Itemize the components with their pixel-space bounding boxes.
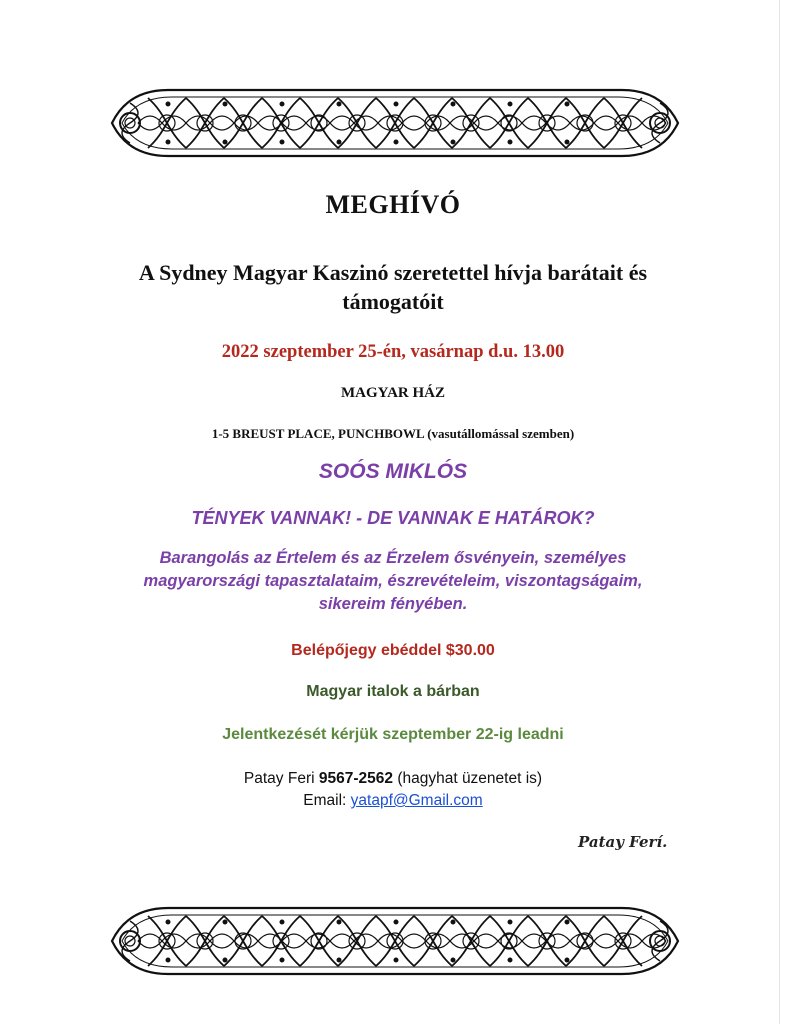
event-date: 2022 szeptember 25-én, vasárnap d.u. 13.00 xyxy=(221,342,565,362)
contact-block xyxy=(0,768,786,812)
ornament-bottom-graphic xyxy=(108,902,682,980)
description-line-3: sikereim fényében. xyxy=(318,595,468,613)
ticket-price: Belépőjegy ebéddel $30.00 xyxy=(291,642,495,659)
email-label: Email: xyxy=(303,792,347,809)
description-line-1: Barangolás az Értelem és az Érzelem ősvényein, személyes xyxy=(159,549,627,567)
ornament-border-top xyxy=(108,84,682,162)
talk-topic: TÉNYEK VANNAK! - DE VANNAK E HATÁROK? xyxy=(191,508,595,528)
talk-description xyxy=(0,547,786,616)
speaker-name: SOÓS MIKLÓS xyxy=(318,460,468,483)
intro-text xyxy=(0,258,786,316)
contact-email-line xyxy=(0,790,786,812)
registration-deadline: Jelentkezését kérjük szeptember 22-ig leadni xyxy=(222,726,564,743)
intro-line-2: támogatóit xyxy=(342,289,444,314)
contact-phone-note: (hagyhat üzenetet is) xyxy=(397,770,543,787)
contact-phone: 9567-2562 xyxy=(318,770,393,787)
drinks-note: Magyar italok a bárban xyxy=(306,683,480,700)
intro-line-1: A Sydney Magyar Kaszinó szeretettel hívja barátait és xyxy=(138,260,648,285)
venue-address: 1-5 BREUST PLACE, PUNCHBOWL (vasutállomással szemben) xyxy=(211,426,575,441)
description-line-2: magyarországi tapasztalataim, észrevételeim, viszontagságaim, xyxy=(143,572,643,590)
ornament-top-graphic xyxy=(108,84,682,162)
signature: Patay Ferí. xyxy=(578,833,668,851)
venue-name: MAGYAR HÁZ xyxy=(340,385,446,401)
contact-name: Patay Feri xyxy=(243,770,315,787)
email-link[interactable]: yatapf@Gmail.com xyxy=(350,792,483,809)
ornament-border-bottom xyxy=(108,902,682,980)
contact-phone-line xyxy=(0,768,786,790)
invitation-title: MEGHÍVÓ xyxy=(325,190,461,219)
